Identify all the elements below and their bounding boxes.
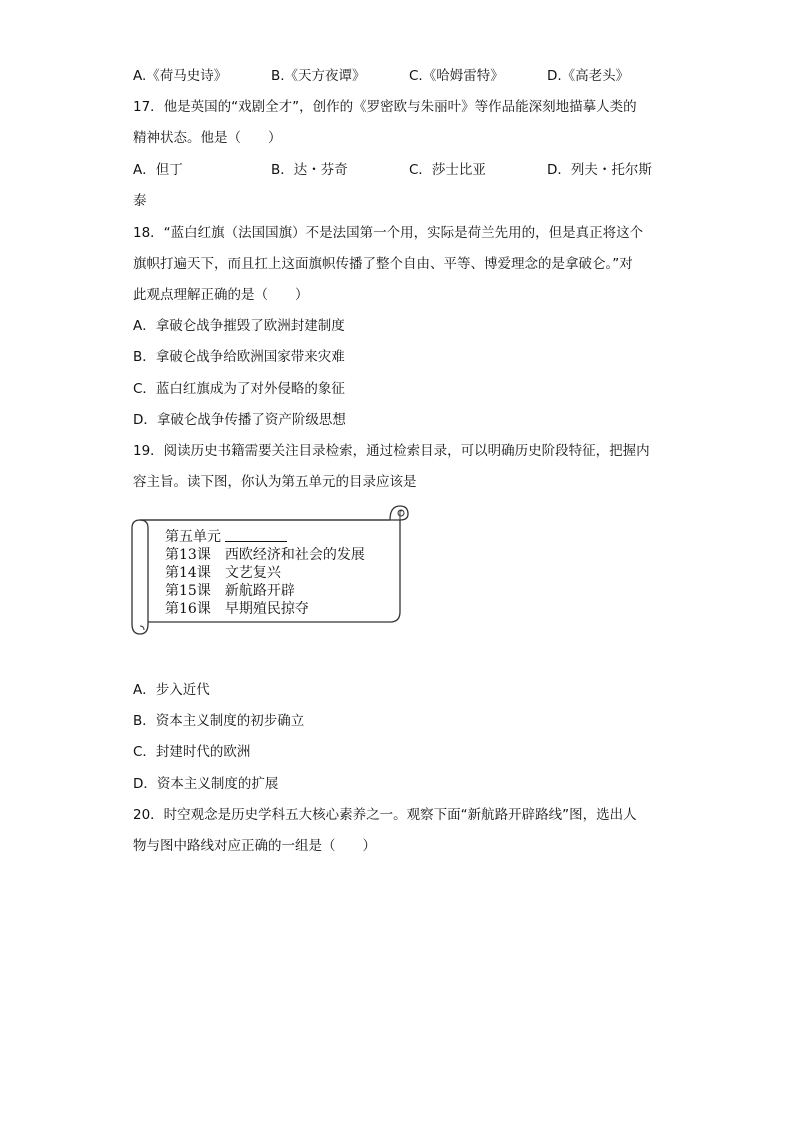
q19-stem-line1: 19．阅读历史书籍需要关注目录检索，通过检索目录，可以明确历史阶段特征，把握内 [133,443,650,459]
q18-stem-line3: 此观点理解正确的是（ ） [133,287,309,303]
q16-option-a: A.《荷马史诗》 [133,68,228,84]
q20-stem-line2: 物与图中路线对应正确的一组是（ ） [133,838,376,854]
q18-option-b: B．拿破仑战争给欧洲国家带来灾难 [133,349,345,365]
q17-option-a: A．但丁 [133,162,183,178]
q18-stem-line1: 18．“蓝白红旗（法国国旗）不是法国第一个用，实际是荷兰先用的，但是真正将这个 [133,225,644,241]
q17-option-c: C．莎士比亚 [409,162,486,178]
toc-lesson-15: 第15课 新航路开辟 [165,583,295,599]
toc-lesson-13: 第13课 西欧经济和社会的发展 [165,547,365,563]
toc-lesson-14: 第14课 文艺复兴 [165,565,281,581]
q19-option-d: D．资本主义制度的扩展 [133,776,279,792]
toc-unit-blank [225,528,287,542]
q20-stem-line1: 20．时空观念是历史学科五大核心素养之一。观察下面“新航路开辟路线”图，选出人 [133,807,637,823]
q18-stem-line2: 旗帜打遍天下，而且扛上这面旗帜传播了整个自由、平等、博爱理念的是拿破仑。”对 [133,256,633,272]
q19-option-b: B．资本主义制度的初步确立 [133,713,305,729]
q17-option-d-wrap: 泰 [133,193,147,209]
q18-option-c: C．蓝白红旗成为了对外侵略的象征 [133,381,345,397]
toc-unit-title: 第五单元 [165,528,287,546]
q17-option-b: B．达・芬奇 [271,162,348,178]
q17-stem-line2: 精神状态。他是（ ） [133,130,282,146]
q19-stem-line2: 容主旨。读下图，你认为第五单元的目录应该是 [133,474,417,490]
q19-option-c: C．封建时代的欧洲 [133,744,251,760]
toc-lesson-16: 第16课 早期殖民掠夺 [165,601,309,617]
q16-option-c: C.《哈姆雷特》 [409,68,504,84]
q17-stem-line1: 17．他是英国的“戏剧全才”，创作的《罗密欧与朱丽叶》等作品能深刻地描摹人类的 [133,99,637,115]
q18-option-a: A．拿破仑战争摧毁了欧洲封建制度 [133,318,345,334]
q19-option-a: A．步入近代 [133,682,210,698]
q16-option-b: B.《天方夜谭》 [271,68,366,84]
q16-option-d: D.《高老头》 [547,68,630,84]
q17-option-d: D．列夫・托尔斯 [547,162,652,178]
q18-option-d: D．拿破仑战争传播了资产阶级思想 [133,412,346,428]
